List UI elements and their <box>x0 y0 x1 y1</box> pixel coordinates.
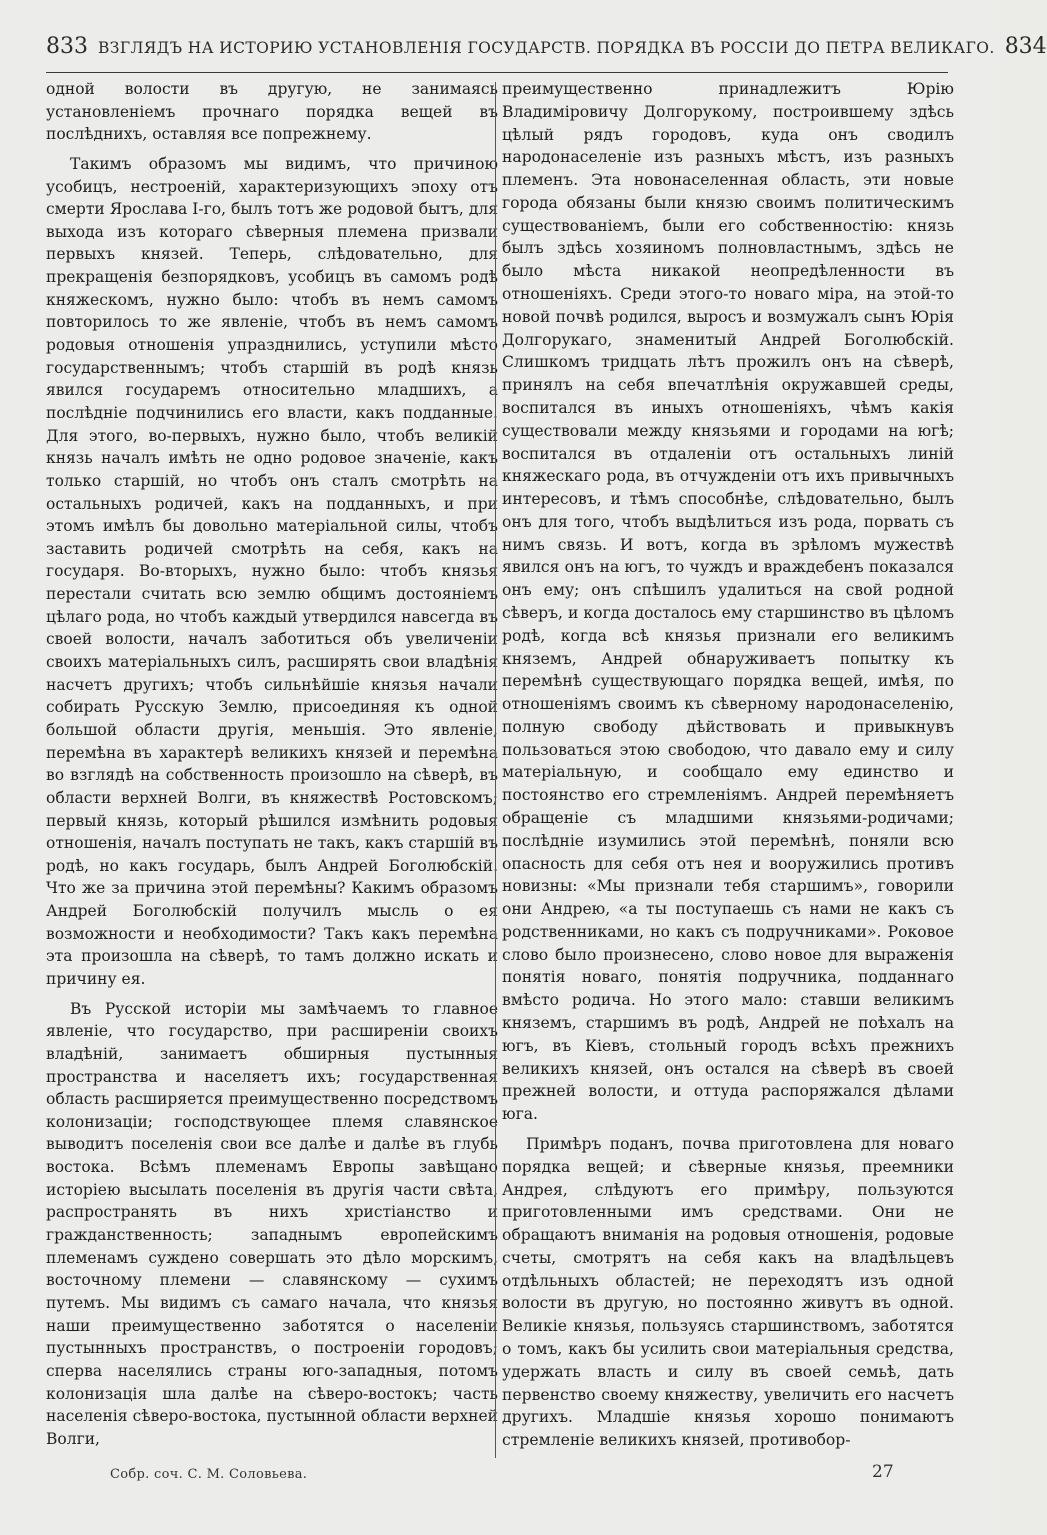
sheet-number: 27 <box>872 1462 894 1482</box>
page-number-right: 834 <box>1004 34 1047 59</box>
running-head: ВЗГЛЯДЪ НА ИСТОРИЮ УСТАНОВЛЕНІЯ ГОСУДАРСТВ. ПОРЯДКА ВЪ РОССІИ ДО ПЕТРА ВЕЛИКАГО. <box>98 39 995 57</box>
column-divider <box>495 82 496 1458</box>
footer-signature: Собр. соч. С. М. Соловьева. <box>110 1467 308 1482</box>
paragraph: Такимъ образомъ мы видимъ, что причиною усобицъ, нестроеній, характеризующихъ эпоху отъ смерти Ярослава I-го, былъ тотъ же родовой бытъ, для выхода изъ котораго сѣверныя племена призвали первыхъ князей. Теперь, слѣдовательно, для прекращенія безпорядковъ, усобицъ въ самомъ родѣ княжескомъ, нужно было: чтобъ въ немъ самомъ повторилось то же явленіе, чтобъ въ немъ самомъ родовыя отношенія упразднились, уступили мѣсто государственнымъ; чтобъ старшій въ родѣ князь явился государемъ относительно младшихъ, а послѣдніе подчинились его власти, какъ подданные. Для этого, во-первыхъ, нужно было, чтобъ великій князь началъ имѣть не одно родовое значеніе, какъ только старшій, но чтобъ онъ сталъ смотрѣть на остальныхъ родичей, какъ на подданныхъ, и при этомъ имѣлъ бы довольно матеріальной силы, чтобъ заставить родичей смотрѣть на себя, какъ на государя. Во-вторыхъ, нужно было: чтобъ князья перестали считать всю землю общимъ достояніемъ цѣлаго рода, но чтобъ каждый утвердился навсегда въ своей волости, началъ заботиться объ увеличеніи своихъ матеріальныхъ силъ, расширять свои владѣнія насчетъ другихъ; чтобъ сильнѣйшіе князья начали собирать Русскую Землю, присоединяя къ одной большой области другія, меньшія. Это явленіе, перемѣна въ характерѣ великихъ князей и перемѣна во взглядѣ на собственность произошло на сѣверѣ, въ области верхней Волги, въ княжествѣ Ростовскомъ; первый князь, который рѣшился измѣнить родовыя отношенія, началъ поступать не такъ, какъ старшій въ родѣ, но какъ государь, былъ Андрей Боголюбскій. Что же за причина этой перемѣны? Какимъ образомъ Андрей Боголюбскій получилъ мысль о ея возможности и необходимости? Такъ какъ перемѣна эта произошла на сѣверѣ, то тамъ должно искать и причину ея. <box>46 154 499 988</box>
page-header <box>46 34 1047 66</box>
page-number-left: 833 <box>46 34 88 59</box>
left-column <box>46 78 498 1450</box>
right-column <box>502 78 954 1452</box>
paragraph: одной волости въ другую, не занимаясь установленіемъ прочнаго порядка вещей въ послѣднихъ, оставляя все попрежнему. <box>46 80 498 144</box>
paragraph: Въ Русской исторіи мы замѣчаемъ то главное явленіе, что государство, при расширеніи своихъ владѣній, занимаетъ обширныя пустынныя пространства и населяетъ ихъ; государственная область расширяется преимущественно посредствомъ колонизаціи; господствующее племя славянское выводитъ поселенія свои все далѣе и далѣе въ глубь востока. Всѣмъ племенамъ Европы завѣщано исторіею высылать поселенія въ другія части свѣта, распространять въ нихъ христіанство и гражданственность; западнымъ европейскимъ племенамъ суждено совершать это дѣло морскимъ, восточному племени — славянскому — сухимъ путемъ. Мы видимъ съ самаго начала, что князья наши преимущественно заботятся о населеніи пустынныхъ пространствъ, о построеніи городовъ; сперва населялись страны юго-западныя, потомъ колонизація шла далѣе на сѣверо-востокъ; часть населенія сѣверо-востока, пустынной области верхней Волги, <box>46 999 498 1448</box>
header-rule <box>46 72 948 73</box>
paragraph: преимущественно принадлежитъ Юрію Владиміровичу Долгорукому, построившему здѣсь цѣлый рядъ городовъ, куда онъ сводилъ народонаселеніе изъ разныхъ мѣстъ, изъ разныхъ племенъ. Эта новонаселенная область, эти новые города обязаны были князю своимъ политическимъ существованіемъ, были его собственностію: князь былъ здѣсь хозяиномъ полновластнымъ, здѣсь не было мѣста никакой неопредѣленности въ отношеніяхъ. Среди этого-то новаго міра, на этой-то новой почвѣ родился, выросъ и возмужалъ сынъ Юрія Долгорукаго, знаменитый Андрей Боголюбскій. Слишкомъ тридцать лѣтъ прожилъ онъ на сѣверѣ, принялъ на себя впечатлѣнія окружавшей среды, воспитался въ иныхъ отношеніяхъ, чѣмъ какія существовали между князьями и городами на югѣ; воспитался въ отдаленіи отъ остальныхъ линій княжескаго рода, въ отчужденіи отъ ихъ привычныхъ интересовъ, и тѣмъ способнѣе, слѣдовательно, былъ онъ для того, чтобъ выдѣлиться изъ рода, порвать съ нимъ связь. И вотъ, когда въ зрѣломъ мужествѣ явился онъ на югъ, то чуждъ и враждебенъ показался онъ ему; онъ спѣшилъ удалиться на свой родной сѣверъ, и когда досталось ему старшинство въ цѣломъ родѣ, когда всѣ князья признали его великимъ княземъ, Андрей обнаруживаетъ попытку къ перемѣнѣ существующаго порядка вещей, имѣя, по отношеніямъ своимъ къ сѣверному народонаселенію, полную свободу дѣйствовать и привыкнувъ пользоваться этою свободою, что давало ему и силу матеріальную, и сообщало ему единство и постоянство его стремленіямъ. Андрей перемѣняетъ обращеніе съ младшими князьями-родичами; послѣдніе изумились этой перемѣнѣ, поняли всю опасность для себя отъ нея и вооружились противъ новизны: «Мы признали тебя старшимъ», говорили они Андрею, «а ты поступаешь съ нами не какъ съ родственниками, но какъ съ подручниками». Роковое слово было произнесено, слово новое для выраженія понятія новаго, понятія подручника, подданнаго вмѣсто родича. Но этого мало: ставши великимъ княземъ, старшимъ въ родѣ, Андрей не поѣхалъ на югъ, въ Кіевъ, стольный городъ всѣхъ прежнихъ великихъ князей, онъ остался на сѣверѣ въ своей прежней волости, и оттуда распоряжался дѣлами юга. <box>502 80 954 1124</box>
paragraph: Примѣръ поданъ, почва приготовлена для новаго порядка вещей; и сѣверные князья, преемники Андрея, слѣдуютъ его примѣру, пользуются приготовленными имъ средствами. Они не обращаютъ вниманія на родовыя отношенія, родовые счеты, смотрятъ на себя какъ на владѣльцевъ отдѣльныхъ областей; не переходятъ изъ одной волости въ другую, но постоянно живутъ въ одной. Великіе князья, пользуясь старшинствомъ, заботятся о томъ, какъ бы усилить свои матеріальныя средства, удержать власть и силу въ своей семьѣ, дать первенство своему княжеству, увеличить его насчетъ другихъ. Младшіе князья хорошо понимаютъ стремленіе великихъ князей, противобор- <box>502 1134 954 1450</box>
